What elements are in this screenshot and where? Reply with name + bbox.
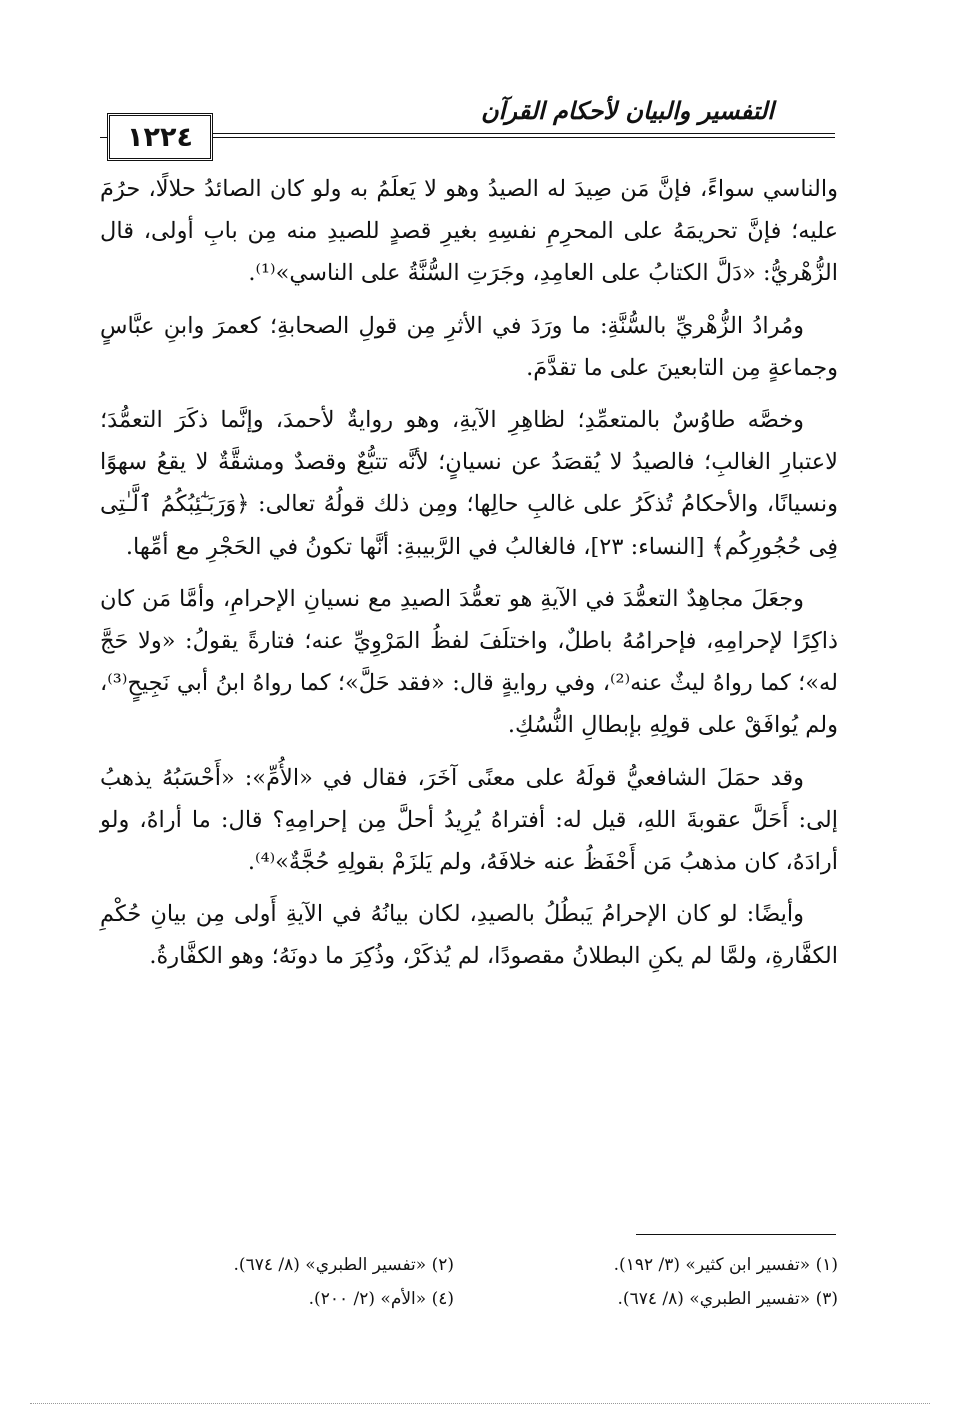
running-header-title: التفسير والبيان لأحكام القرآن — [481, 96, 774, 125]
scan-edge-dots — [30, 1403, 930, 1404]
paragraph: والناسي سواءً، فإنَّ مَن صِيدَ له الصيدُ وهو لا يَعلَمُ به ولو كان الصائدُ حلالًا، حرُمَ عليه؛ فإنَّ تحريمَهُ على المحرِمِ نفسِهِ بغيرِ قصدٍ للصيدِ منه مِن بابِ أولى، قال الزُّهْريُّ: «دَلَّ الكتابُ على العامِدِ، وجَرَتِ السُّنَّةُ على الناسي»⁽¹⁾. — [100, 176, 838, 287]
paragraph: وأيضًا: لو كان الإحرامُ يَبطُلُ بالصيدِ، لكان بيانُهُ في الآيةِ أَولى مِن بيانِ حُكْمِ الكفَّارةِ، ولمَّا لم يكنِ البطلانُ مقصودًا، لم يُذكَرْ، وذُكِرَ ما دونَهُ؛ وهو الكفَّارةُ. — [100, 901, 838, 970]
paragraph: وقد حمَلَ الشافعيُّ قولَهُ على معنًى آخَرَ، فقال في «الأُمِّ»: «أَحْسَبُهُ يذهبُ إلى: أَحَلَّ عقوبةَ اللهِ، قيل له: أفتراهُ يُرِيدُ أحلَّ مِن إحرامِهِ؟ قال: ما أراهُ، ولو أرادَهُ، كان مذهبُ مَن أَحْفَظُ عنه خلافَهُ، ولم يَلزَمْ بقولِهِ حُجَّةٌ»⁽⁴⁾. — [100, 764, 838, 876]
footnote: (٤) «الأم» (٢/ ٢٠٠). — [308, 1289, 454, 1309]
footnote: (١) «تفسير ابن كثير» (٣/ ١٩٢). — [613, 1255, 838, 1275]
footnotes — [100, 1248, 838, 1316]
footnote-separator — [636, 1234, 836, 1235]
paragraph: وخصَّه طاوُسٌ بالمتعمِّدِ؛ لظاهِرِ الآيةِ، وهو روايةٌ لأحمدَ، وإنَّما ذكَرَ التعمُّدَ؛ لاعتبارِ الغالبِ؛ فالصيدُ لا يُقصَدُ عن نسيانٍ؛ لأنَّه تتبُّعٌ وقصدٌ ومشقَّةٌ لا يقعُ سهوًا ونسيانًا، والأحكامُ تُذكَرُ على غالبِ حالِها؛ ومِن ذلك قولُهُ تعالى: ﴿وَرَبَـٰٓئِبُكُمُ ٱلَّـٰتِى فِى حُجُورِكُم﴾ [النساء: ٢٣]، فالغالبُ في الرَّبيبةِ: أنَّها تكونُ في الحَجْرِ مع أمِّها. — [100, 407, 838, 560]
main-text — [100, 168, 838, 988]
paragraph: ومُرادُ الزُّهْريِّ بالسُّنَّةِ: ما ورَدَ في الأثرِ مِن قولِ الصحابةِ؛ كعمرَ وابنِ عبَّاسٍ وجماعةٍ مِن التابعينَ على ما تقدَّمَ. — [100, 312, 838, 381]
footnote: (٢) «تفسير الطبري» (٨/ ٦٧٤). — [233, 1255, 454, 1275]
paragraph: وجعَلَ مجاهِدٌ التعمُّدَ في الآيةِ هو تعمُّدَ الصيدِ مع نسيانِ الإحرامِ، وأمَّا مَن كان ذاكِرًا لإحرامِهِ، فإحرامُهُ باطلٌ، واختلَفَ لفظُ المَرْوِيِّ عنه؛ فتارةً يقولُ: «ولا حَجَّ له»؛ كما رواهُ ليثٌ عنه⁽²⁾، وفي روايةٍ قال: «فقد حَلَّ»؛ كما رواهُ ابنُ أبي نَجِيحٍ⁽³⁾، ولم يُوافَقْ على قولِهِ بإبطالِ النُّسُكِ. — [100, 585, 838, 739]
page-number-box — [107, 113, 213, 161]
header-rule — [212, 133, 835, 134]
footnote: (٣) «تفسير الطبري» (٨/ ٦٧٤). — [617, 1289, 838, 1309]
page-number: ١٢٢٤ — [127, 121, 193, 153]
